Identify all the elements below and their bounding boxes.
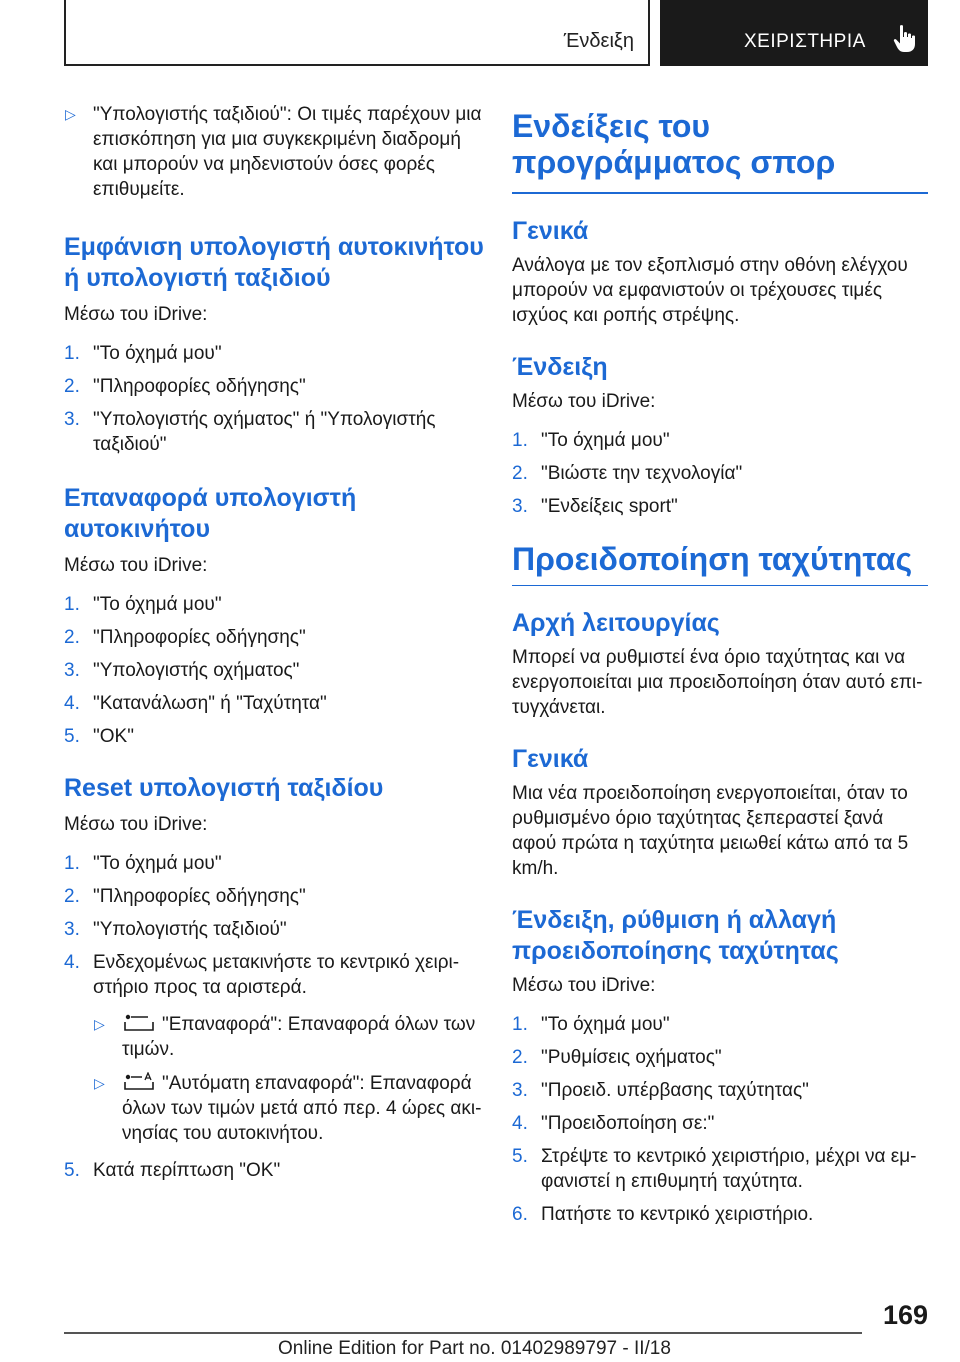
header-chapter-tab [660,0,928,66]
step-item: 3. "Προειδ. υπέρβασης ταχύτητας" [512,1080,809,1101]
step-item: 1. "Το όχημά μου" [64,853,222,874]
steps-list-reset-trip-computer-final [64,1158,484,1183]
sub-bullet-reset [64,1012,484,1062]
step-item: 4. "Κατανάλωση" ή "Ταχύτητα" [64,693,327,714]
step-item: 3. "Υπολογιστής οχήματος" ή "Υπολογιστής ταξιδιού" [64,409,436,455]
step-item: 4. Ενδεχομένως μετακινήστε το κεντρικό χειριστήριο προς τα αριστερά. [64,952,460,998]
step-item: 4. "Προειδοποίηση σε:" [512,1113,715,1134]
heading-rule [512,585,928,587]
step-item: 1. "Το όχημά μου" [512,1014,670,1035]
step-item: 6. Πατήστε το κεντρικό χειριστήριο. [512,1204,814,1225]
section-intro: Μέσω του iDrive: [512,975,656,996]
triangle-bullet-icon: ▷ [94,1016,105,1032]
section-intro: Μέσω του iDrive: [64,814,208,835]
section-heading-show-computer: Εμφάνιση υπολογιστή αυτοκινήτου ή υπολογιστή ταξιδιού [64,233,484,292]
header-section-title: Ένδειξη [563,30,634,52]
pointing-hand-icon [892,24,918,54]
step-item: 3. "Ενδείξεις sport" [512,495,678,517]
steps-list-show-computer [64,341,484,457]
principle-text: Μπορεί να ρυθμιστεί ένα όριο ταχύτητας και να ενεργοποιείται μια προειδοποίηση όταν αυτό επιτυγχάνεται. [512,647,923,718]
step-item: 3. "Υπολογιστής οχήματος" [64,660,300,681]
footer-rule [64,1332,862,1334]
section-heading-sport-displays: Ενδείξεις του προγράμματος σπορ [512,108,836,180]
subheading-general: Γενικά [512,216,589,245]
general-text: Ανάλογα με τον εξοπλισμό στην οθόνη ελέγχου μπορούν να εμφανιστούν οι τρέχουσες τιμές ισχύος και ροπής στρέψης. [512,254,908,326]
intro-bullet [64,102,484,202]
subheading-general-speed: Γενικά [512,745,589,773]
heading-rule [512,192,928,194]
step-item: 3. "Υπολογιστής ταξιδιού" [64,919,287,940]
triangle-bullet-icon: ▷ [65,106,76,122]
section-intro: Μέσω του iDrive: [64,555,208,576]
header-chapter-title: ΧΕΙΡΙΣΤΗΡΙΑ [744,31,866,52]
header-section-box [64,0,650,66]
step-item: 2. "Πληροφορίες οδήγησης" [64,886,306,907]
step-item: 2. "Βιώστε την τεχνολογία" [512,462,743,484]
steps-list-sport-displays [512,428,928,519]
subheading-set-speed-warning: Ένδειξη, ρύθμιση ή αλλαγή προειδοποίησης ταχύτητας [512,906,839,965]
subheading-display: Ένδειξη [512,352,608,381]
section-heading-speed-warning: Προειδοποίηση ταχύτητας [512,540,913,577]
intro-bullet-text: "Υπολογιστής ταξιδιού": Οι τιμές παρέχουν μια επισκόπηση για μια συγκεκριμένη διαδρομή και μπορούν να μηδενιστούν όσες φορές επιθυμείτε. [93,104,482,200]
triangle-bullet-icon: ▷ [94,1075,105,1091]
step-item: 1. "Το όχημά μου" [64,343,222,364]
step-item: 2. "Πληροφορίες οδήγησης" [64,376,306,397]
step-item: 1. "Το όχημά μου" [512,429,670,451]
general-speed-text: Μια νέα προειδοποίηση ενεργοποιείται, όταν το ρυθμισμένο όριο ταχύτητας ξεπεραστεί ξανά αφού πρώτα η ταχύτητα μειωθεί κάτω από τα 5 km/h. [512,783,909,879]
step-item: 2. "Ρυθμίσεις οχήματος" [512,1047,722,1068]
step-item: 5. "OK" [64,726,134,747]
footer-edition: Online Edition for Part no. 01402989797 - II/18 [278,1338,671,1359]
subheading-principle: Αρχή λειτουργίας [512,609,720,637]
reset-symbol-icon [122,1013,156,1033]
step-item: 5. Στρέψτε το κεντρικό χειριστήριο, μέχρι να εμφανιστεί η επιθυμητή ταχύτητα. [512,1146,917,1192]
right-column [512,96,928,1235]
left-column [64,96,484,1191]
step-item: 1. "Το όχημά μου" [64,594,222,615]
step-item: 2. "Πληροφορίες οδήγησης" [64,627,306,648]
sub-bullet-auto-reset [64,1071,484,1146]
steps-list-reset-vehicle-computer [64,592,484,749]
section-intro: Μέσω του iDrive: [512,390,656,412]
sub-bullet-reset-text: "Επαναφορά": Επαναφορά όλων των τιμών. [122,1014,476,1060]
section-heading-reset-trip-computer: Reset υπολογιστή ταξιδίου [64,774,384,802]
section-heading-reset-vehicle-computer: Επαναφορά υπολογιστή αυτοκινήτου [64,484,357,543]
sub-bullet-auto-reset-text: "Αυτόματη επαναφορά": Επαναφορά όλων των τιμών μετά από περ. 4 ώρες ακινησίας του αυτοκινήτου. [122,1073,482,1144]
step-item: 5. Κατά περίπτωση "OK" [64,1160,281,1181]
steps-list-speed-warning [512,1012,928,1227]
auto-reset-symbol-icon [122,1072,156,1092]
steps-list-reset-trip-computer [64,851,484,1000]
section-intro: Μέσω του iDrive: [64,304,208,325]
page-number: 169 [882,1300,928,1330]
